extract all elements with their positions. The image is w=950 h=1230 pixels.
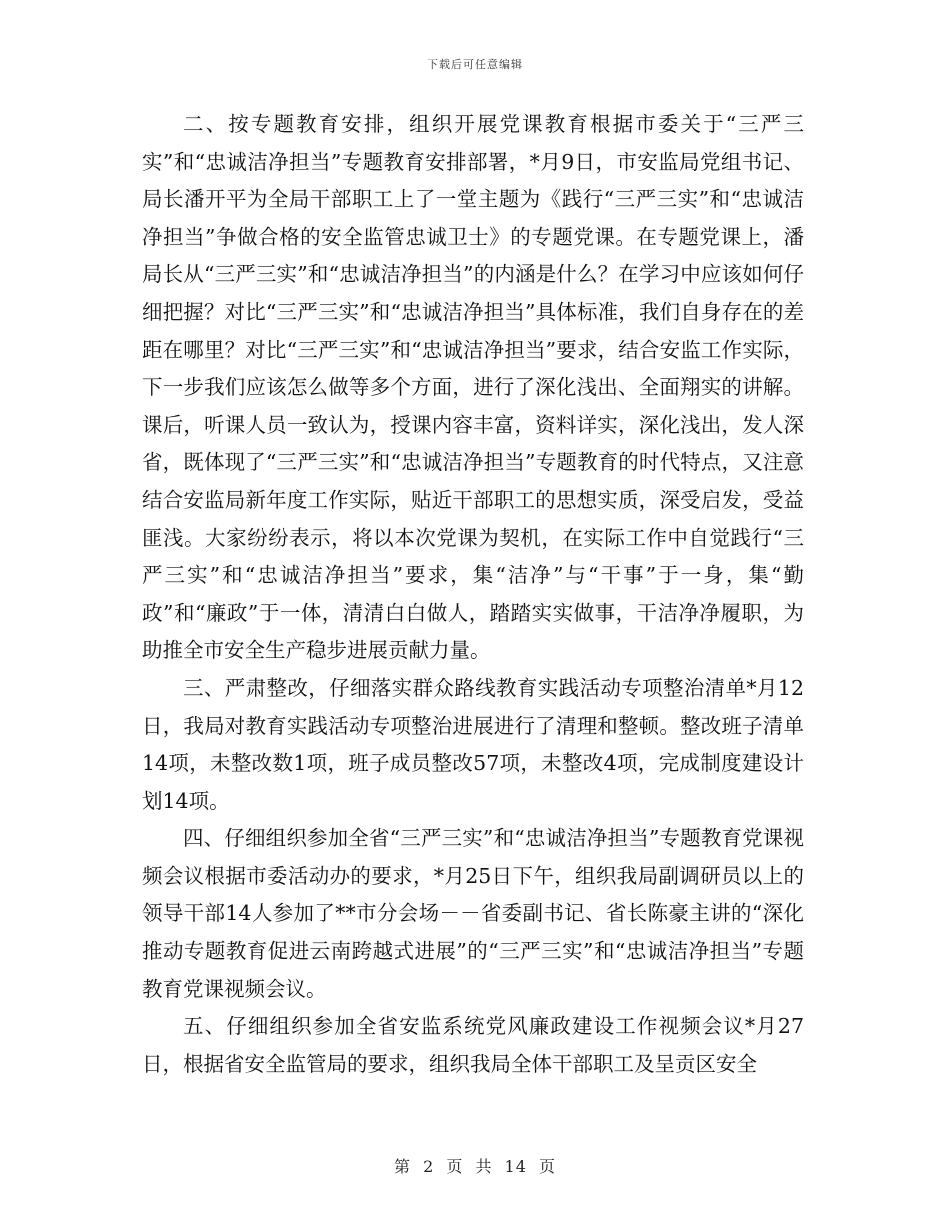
header-note: 下载后可任意编辑: [427, 58, 523, 71]
document-body: [142, 106, 804, 1083]
page-number-footer: 第 2 页 共 14 页: [394, 1157, 556, 1176]
paragraph-section-2: 二、按专题教育安排，组织开展党课教育根据市委关于“三严三实”和“忠诚洁净担当”专题教育安排部署，*月9日，市安监局党组书记、局长潘开平为全局干部职工上了一堂主题为《践行“三严三实”和“忠诚洁净担当”争做合格的安全监管忠诚卫士》的专题党课。在专题党课上，潘局长从“三严三实”和“忠诚洁净担当”的内涵是什么？在学习中应该如何仔细把握？对比“三严三实”和“忠诚洁净担当”具体标准，我们自身存在的差距在哪里？对比“三严三实”和“忠诚洁净担当”要求，结合安监工作实际，下一步我们应该怎么做等多个方面，进行了深化浅出、全面翔实的讲解。课后，听课人员一致认为，授课内容丰富，资料详实，深化浅出，发人深省，既体现了“三严三实”和“忠诚洁净担当”专题教育的时代特点，又注意结合安监局新年度工作实际，贴近干部职工的思想实质，深受启发，受益匪浅。大家纷纷表示，将以本次党课为契机，在实际工作中自觉践行“三严三实”和“忠诚洁净担当”要求，集“洁净”与“干事”于一身，集“勤政”和“廉政”于一体，清清白白做人，踏踏实实做事，干洁净净履职，为助推全市安全生产稳步进展贡献力量。: [142, 112, 804, 663]
paragraph-section-5: 五、仔细组织参加全省安监系统党风廉政建设工作视频会议*月27日，根据省安全监管局的要求，组织我局全体干部职工及呈贡区安全: [142, 1014, 804, 1076]
paragraph-section-3: 三、严肃整改，仔细落实群众路线教育实践活动专项整治清单*月12日，我局对教育实践活动专项整治进展进行了清理和整顿。整改班子清单14项，未整改数1项，班子成员整改57项，未整改4项，完成制度建设计划14项。: [142, 675, 804, 813]
paragraph-section-4: 四、仔细组织参加全省“三严三实”和“忠诚洁净担当”专题教育党课视频会议根据市委活动办的要求，*月25日下午，组织我局副调研员以上的领导干部14人参加了**市分会场－－省委副书记、省长陈豪主讲的“深化推动专题教育促进云南跨越式进展”的“三严三实”和“忠诚洁净担当”专题教育党课视频会议。: [142, 826, 804, 1001]
